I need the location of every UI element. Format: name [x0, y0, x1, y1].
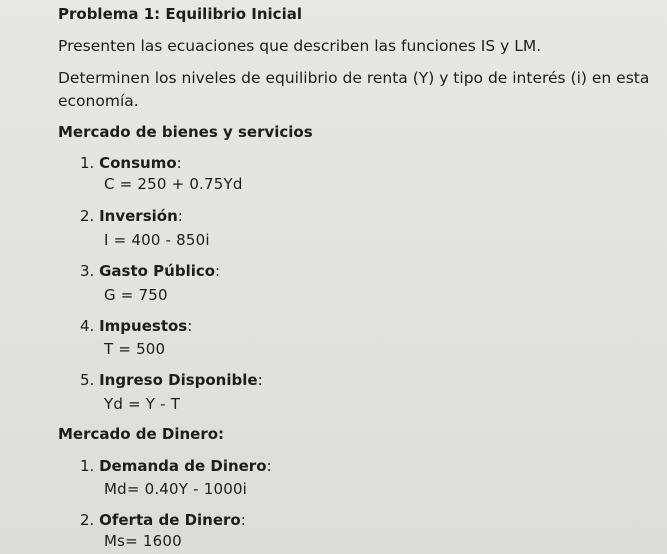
item-label: Oferta de Dinero — [99, 511, 241, 529]
equation-oferta-dinero: Ms= 1600 — [104, 532, 182, 550]
list-item-demanda-dinero — [80, 457, 272, 475]
item-label: Inversión — [99, 207, 178, 225]
instruction-2-line-2: economía. — [58, 92, 139, 110]
equation-gasto-publico: G = 750 — [104, 286, 168, 304]
list-item-ingreso-disponible — [80, 371, 263, 389]
goods-market-heading: Mercado de bienes y servicios — [58, 123, 313, 141]
list-item-oferta-dinero — [80, 511, 246, 529]
equation-ingreso-disponible: Yd = Y - T — [104, 395, 181, 413]
list-item-inversion — [80, 207, 183, 225]
equation-consumo: C = 250 + 0.75Yd — [104, 175, 243, 193]
item-colon: : — [257, 371, 263, 389]
item-number: 3. — [80, 262, 95, 280]
list-item-impuestos — [80, 317, 192, 335]
instruction-2-line-1: Determinen los niveles de equilibrio de renta (Y) y tipo de interés (i) en esta — [58, 69, 650, 87]
item-number: 1. — [80, 154, 95, 172]
list-item-consumo — [80, 154, 182, 172]
item-colon: : — [240, 511, 246, 529]
item-number: 5. — [80, 371, 95, 389]
equation-demanda-dinero: Md= 0.40Y - 1000i — [104, 480, 248, 498]
list-item-gasto-publico — [80, 262, 220, 280]
item-colon: : — [177, 207, 183, 225]
item-number: 1. — [80, 457, 95, 475]
problem-title: Problema 1: Equilibrio Inicial — [58, 5, 302, 23]
item-label: Demanda de Dinero — [99, 457, 267, 475]
item-label: Impuestos — [99, 317, 188, 335]
equation-inversion: I = 400 - 850i — [104, 231, 210, 249]
item-label: Ingreso Disponible — [99, 371, 258, 389]
item-colon: : — [215, 262, 221, 280]
item-number: 2. — [80, 511, 95, 529]
item-label: Gasto Público — [99, 262, 216, 280]
item-colon: : — [176, 154, 182, 172]
item-number: 2. — [80, 207, 95, 225]
equation-impuestos: T = 500 — [104, 340, 166, 358]
item-colon: : — [266, 457, 272, 475]
money-market-heading: Mercado de Dinero: — [58, 425, 225, 443]
item-number: 4. — [80, 317, 95, 335]
item-colon: : — [187, 317, 193, 335]
instruction-1: Presenten las ecuaciones que describen las funciones IS y LM. — [58, 37, 542, 55]
item-label: Consumo — [99, 154, 177, 172]
